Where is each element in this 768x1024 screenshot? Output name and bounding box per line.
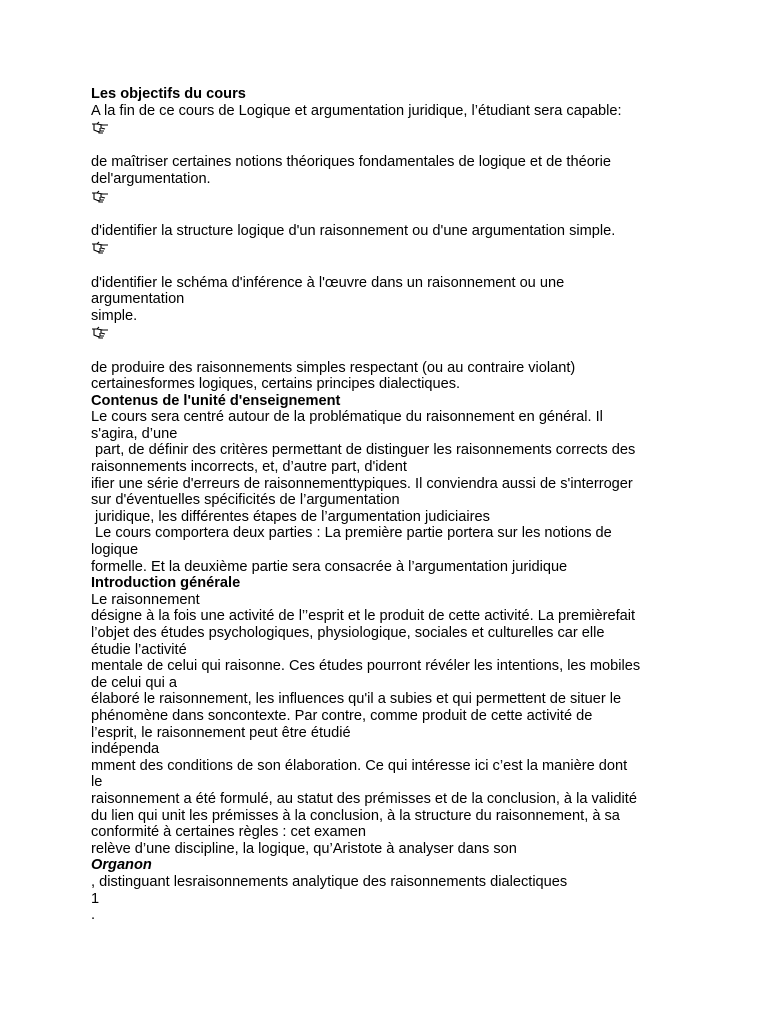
objective-item-3-line-1: d'identifier le schéma d'inférence à l'œuvre dans un raisonnement ou une bbox=[91, 274, 565, 291]
document-body bbox=[91, 86, 691, 924]
introduction-after-line: , distinguant lesraisonnements analytique des raisonnements dialectiques bbox=[91, 873, 568, 890]
contents-line: Le cours comportera deux parties : La première partie portera sur les notions de bbox=[91, 525, 612, 542]
objective-item-3-line-2: argumentation bbox=[91, 291, 185, 308]
introduction-line: étudie l’activité bbox=[91, 641, 187, 658]
introduction-line: mment des conditions de son élaboration. Ce qui intéresse ici c’est la manière dont bbox=[91, 757, 628, 774]
introduction-line: du lien qui unit les prémisses à la conclusion, à la structure du raisonnement, à sa bbox=[91, 807, 620, 824]
pointing-hand-icon bbox=[91, 326, 691, 343]
contents-line: logique bbox=[91, 542, 139, 559]
organon-emphasis: Organon bbox=[91, 857, 152, 874]
contents-line: s'agira, d’une bbox=[91, 425, 178, 442]
pointing-hand-icon bbox=[91, 121, 691, 138]
introduction-heading: Introduction générale bbox=[91, 575, 241, 592]
contents-line: juridique, les différentes étapes de l’argumentation judiciaires bbox=[91, 508, 490, 525]
closing-period: . bbox=[91, 907, 96, 924]
objective-item-1-line-1: de maîtriser certaines notions théoriques fondamentales de logique et de théorie bbox=[91, 154, 612, 171]
footnote-number: 1 bbox=[91, 890, 100, 907]
introduction-line: l’esprit, le raisonnement peut être étudié bbox=[91, 724, 351, 741]
objective-item-3-line-3: simple. bbox=[91, 307, 138, 324]
introduction-line: conformité à certaines règles : cet examen bbox=[91, 824, 366, 841]
contents-line: Le cours sera centré autour de la problématique du raisonnement en général. Il bbox=[91, 409, 603, 426]
introduction-line: élaboré le raisonnement, les influences qu'il a subies et qui permettent de situer le bbox=[91, 691, 622, 708]
contents-line: ifier une série d'erreurs de raisonnementtypiques. Il conviendra aussi de s'interroger bbox=[91, 475, 633, 492]
contents-line: raisonnements incorrects, et, d’autre part, d'ident bbox=[91, 459, 407, 476]
introduction-line: désigne à la fois une activité de l’’esprit et le produit de cette activité. La premièrefait bbox=[91, 608, 636, 625]
pointing-hand-icon bbox=[91, 190, 691, 207]
contents-line: formelle. Et la deuxième partie sera consacrée à l’argumentation juridique bbox=[91, 558, 568, 575]
contents-heading: Contenus de l'unité d'enseignement bbox=[91, 392, 341, 409]
introduction-line: relève d’une discipline, la logique, qu’Aristote à analyser dans son bbox=[91, 840, 517, 857]
objectives-heading: Les objectifs du cours bbox=[91, 86, 246, 102]
objective-item-4-line-1: de produire des raisonnements simples respectant (ou au contraire violant) bbox=[91, 359, 576, 376]
objective-item-1-line-2: del'argumentation. bbox=[91, 170, 211, 187]
introduction-line: raisonnement a été formulé, au statut des prémisses et de la conclusion, à la validité bbox=[91, 790, 637, 807]
objective-item-4-line-2: certainesformes logiques, certains principes dialectiques. bbox=[91, 376, 461, 393]
pointing-hand-icon bbox=[91, 241, 691, 258]
introduction-line: de celui qui a bbox=[91, 674, 178, 691]
contents-line: sur d'éventuelles spécificités de l’argumentation bbox=[91, 492, 400, 509]
contents-line: part, de définir des critères permettant de distinguer les raisonnements corrects des bbox=[91, 442, 636, 459]
objectives-intro: A la fin de ce cours de Logique et argumentation juridique, l’étudiant sera capable: bbox=[91, 102, 622, 119]
objective-item-2-line-1: d'identifier la structure logique d'un raisonnement ou d'une argumentation simple. bbox=[91, 222, 616, 239]
introduction-line: indépenda bbox=[91, 741, 160, 758]
introduction-line: mentale de celui qui raisonne. Ces études pourront révéler les intentions, les mobiles bbox=[91, 658, 641, 675]
introduction-line: le bbox=[91, 774, 103, 791]
introduction-line: l’objet des études psychologiques, physiologique, sociales et culturelles car elle bbox=[91, 625, 605, 641]
introduction-line: Le raisonnement bbox=[91, 591, 200, 608]
introduction-line: phénomène dans soncontexte. Par contre, comme produit de cette activité de bbox=[91, 707, 593, 724]
